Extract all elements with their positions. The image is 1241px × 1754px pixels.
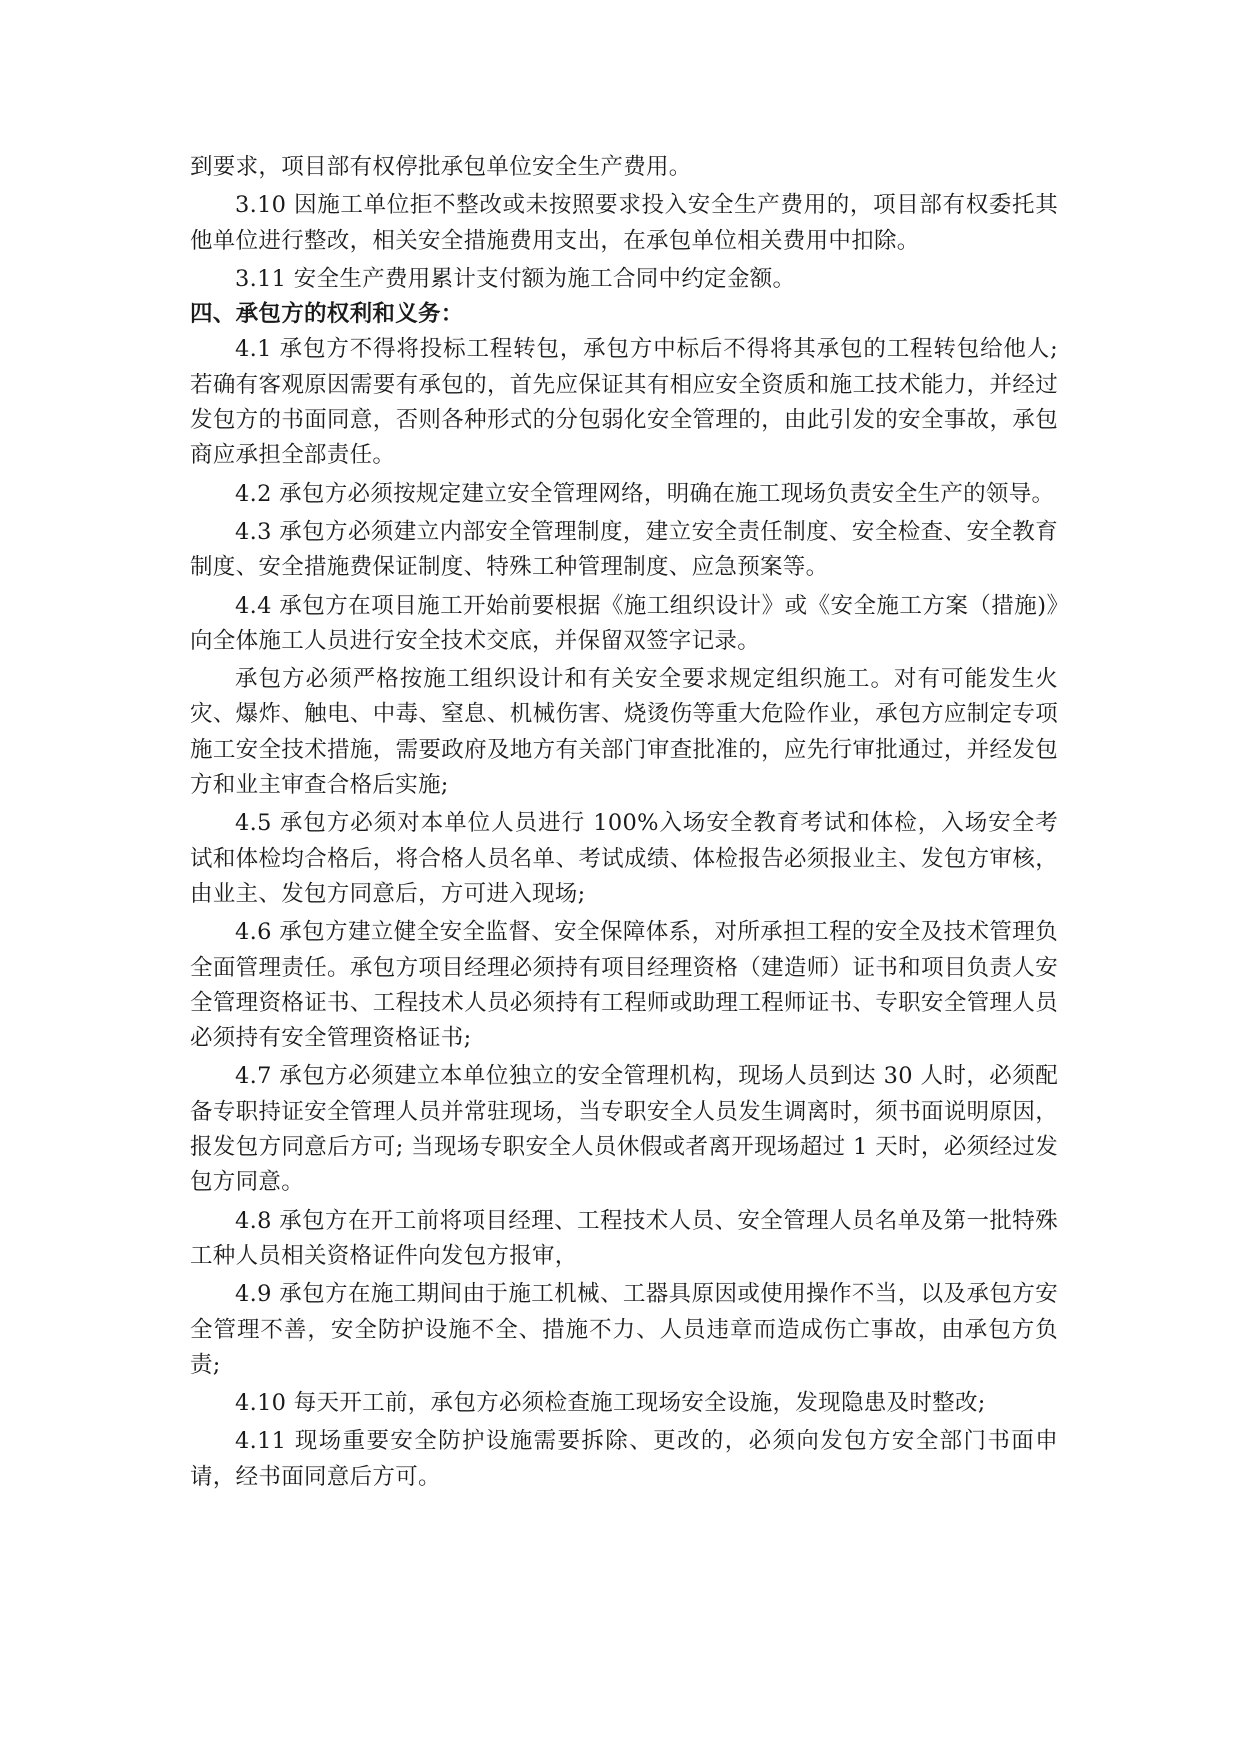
- section-heading: 四、承包方的权利和义务：: [190, 301, 464, 328]
- paragraph-4-8: 4.8 承包方在开工前将项目经理、工程技术人员、安全管理人员名单及第一批特殊工种人员相关资格证件向发包方报审，: [190, 1207, 1058, 1269]
- paragraph-4-7: 4.7 承包方必须建立本单位独立的安全管理机构，现场人员到达 30 人时，必须配备专职持证安全管理人员并常驻现场，当专职安全人员发生调离时，须书面说明原因，报发包方同意后方可; 当现场专职安全人员休假或者离开现场超过 1 天时，必须经过发包方同意。: [190, 1063, 1058, 1196]
- paragraph-4-4-cont: 承包方必须严格按施工组织设计和有关安全要求规定组织施工。对有可能发生火灾、爆炸、触电、中毒、窒息、机械伤害、烧烫伤等重大危险作业，承包方应制定专项施工安全技术措施，需要政府及地方有关部门审查批准的，应先行审批通过，并经发包方和业主审查合格后实施;: [190, 666, 1058, 799]
- paragraph-4-5: 4.5 承包方必须对本单位人员进行 100%入场安全教育考试和体检，入场安全考试和体检均合格后，将合格人员名单、考试成绩、体检报告必须报业主、发包方审核，由业主、发包方同意后，方可进入现场;: [190, 810, 1058, 907]
- paragraph-4-9: 4.9 承包方在施工期间由于施工机械、工器具原因或使用操作不当，以及承包方安全管理不善，安全防护设施不全、措施不力、人员违章而造成伤亡事故，由承包方负责;: [190, 1281, 1058, 1378]
- paragraph-4-2: 4.2 承包方必须按规定建立安全管理网络，明确在施工现场负责安全生产的领导。: [235, 480, 1055, 507]
- paragraph-3-10: 3.10 因施工单位拒不整改或未按照要求投入安全生产费用的，项目部有权委托其他单位进行整改，相关安全措施费用支出，在承包单位相关费用中扣除。: [190, 192, 1058, 254]
- paragraph-4-11: 4.11 现场重要安全防护设施需要拆除、更改的，必须向发包方安全部门书面申请，经书面同意后方可。: [190, 1428, 1058, 1490]
- paragraph-4-6: 4.6 承包方建立健全安全监督、安全保障体系，对所承担工程的安全及技术管理负全面管理责任。承包方项目经理必须持有项目经理资格（建造师）证书和项目负责人安全管理资格证书、工程技术人员必须持有工程师或助理工程师证书、专职安全管理人员必须持有安全管理资格证书;: [190, 919, 1058, 1052]
- paragraph-3-11: 3.11 安全生产费用累计支付额为施工合同中约定金额。: [235, 265, 796, 292]
- paragraph-4-1: 4.1 承包方不得将投标工程转包，承包方中标后不得将其承包的工程转包给他人;若确有客观原因需要有承包的，首先应保证其有相应安全资质和施工技术能力，并经过发包方的书面同意，否则各种形式的分包弱化安全管理的，由此引发的安全事故，承包商应承担全部责任。: [190, 336, 1058, 469]
- paragraph-4-4: 4.4 承包方在项目施工开始前要根据《施工组织设计》或《安全施工方案（措施)》向全体施工人员进行安全技术交底，并保留双签字记录。: [190, 592, 1058, 654]
- paragraph-continued: 到要求，项目部有权停批承包单位安全生产费用。: [190, 154, 692, 180]
- document-page: [190, 150, 1058, 1495]
- paragraph-4-10: 4.10 每天开工前，承包方必须检查施工现场安全设施，发现隐患及时整改;: [235, 1390, 986, 1417]
- paragraph-4-3: 4.3 承包方必须建立内部安全管理制度，建立安全责任制度、安全检查、安全教育制度、安全措施费保证制度、特殊工种管理制度、应急预案等。: [190, 518, 1058, 581]
